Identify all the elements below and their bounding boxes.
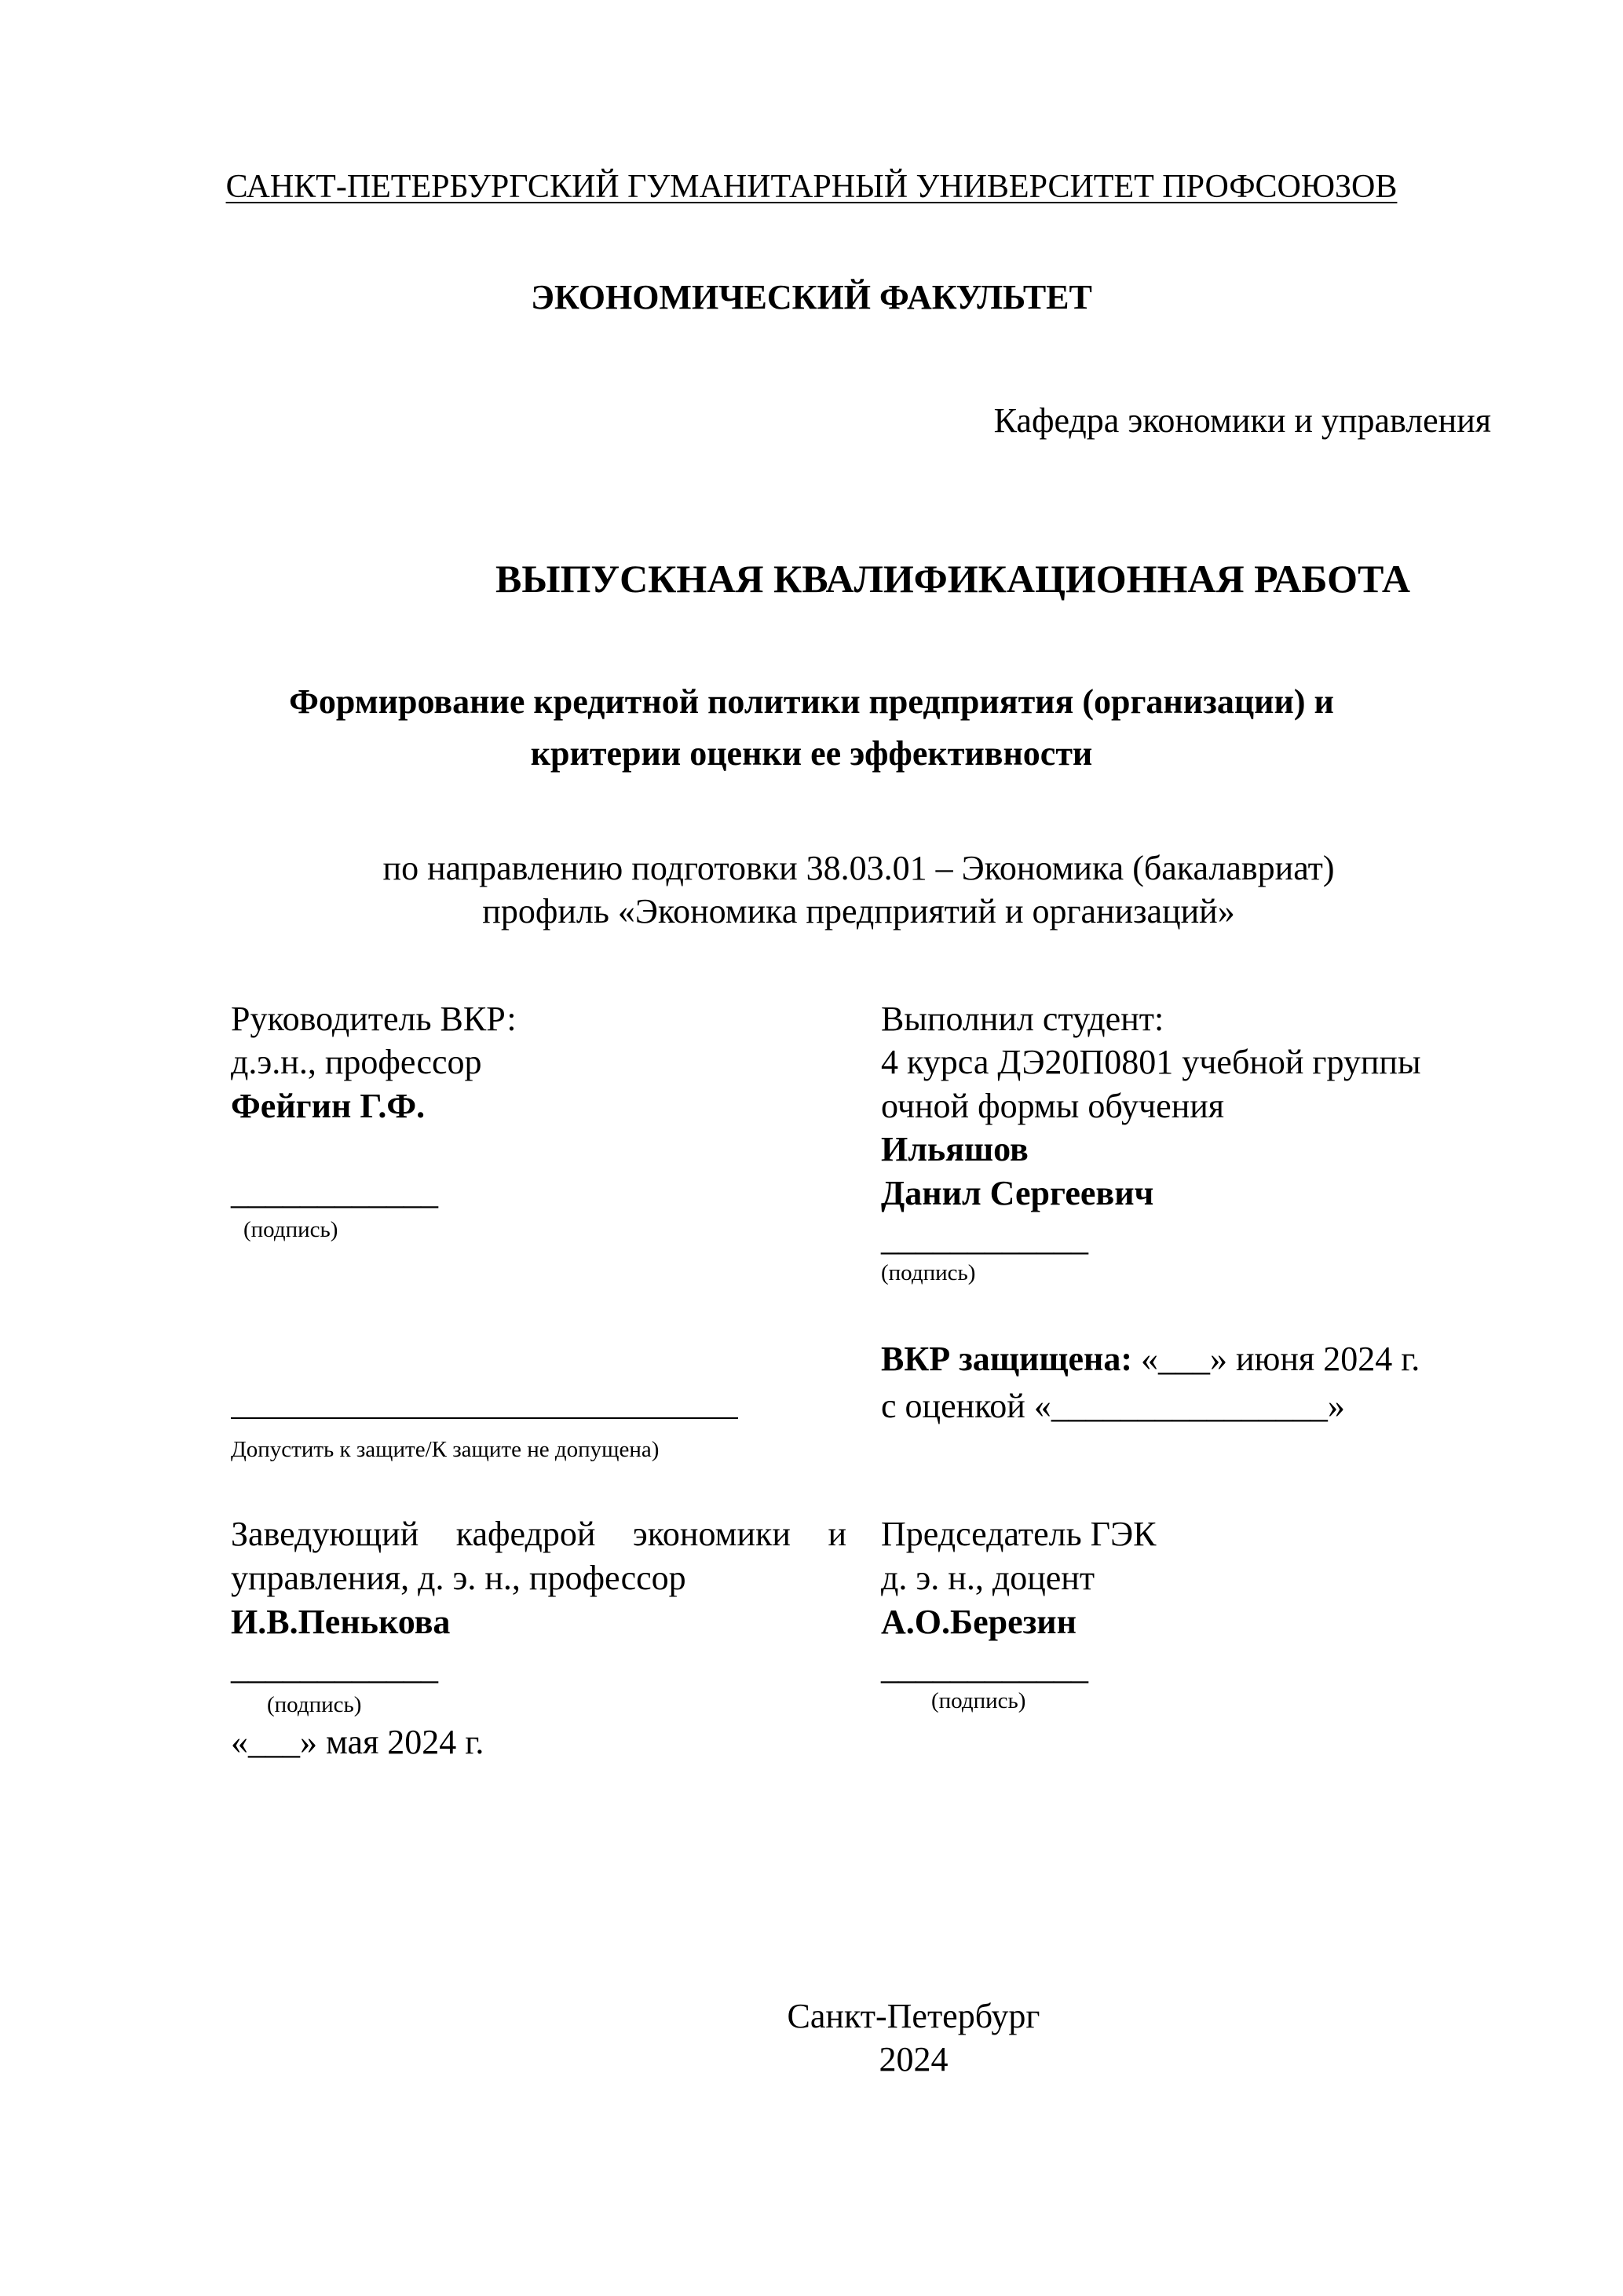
work-type-title: ВЫПУСКНАЯ КВАЛИФИКАЦИОННАЯ РАБОТА	[495, 557, 1410, 601]
admission-signature-line	[231, 1417, 738, 1419]
defense-status	[881, 1339, 1420, 1380]
chair-signature-caption: (подпись)	[931, 1688, 1026, 1713]
defense-date: «___» июня 2024 г.	[1132, 1340, 1420, 1378]
defense-grade: с оценкой «________________»	[881, 1387, 1345, 1425]
admission-caption: Допустить к защите/К защите не допущена)	[231, 1437, 660, 1462]
university-name: САНКТ-ПЕТЕРБУРГСКИЙ ГУМАНИТАРНЫЙ УНИВЕРСИТЕТ ПРОФСОЮЗОВ	[225, 169, 1398, 205]
topic-line-1: Формирование кредитной политики предприятия (организации) и	[289, 682, 1334, 721]
topic-line-2: критерии оценки ее эффективности	[530, 734, 1093, 773]
supervisor-signature-line: ____________	[231, 1173, 438, 1212]
chair-degree: д. э. н., доцент	[881, 1559, 1095, 1597]
profile-line: профиль «Экономика предприятий и организаций»	[482, 892, 1235, 930]
faculty-name: ЭКОНОМИЧЕСКИЙ ФАКУЛЬТЕТ	[531, 278, 1092, 316]
head-signature-line: ____________	[231, 1648, 438, 1687]
supervisor-label: Руководитель ВКР:	[231, 1000, 517, 1038]
department-name: Кафедра экономики и управления	[993, 401, 1491, 440]
student-course: 4 курса ДЭ20П0801 учебной группы	[881, 1043, 1421, 1081]
head-signature-caption: (подпись)	[267, 1692, 362, 1717]
supervisor-name: Фейгин Г.Ф.	[231, 1087, 426, 1125]
student-surname: Ильяшов	[881, 1130, 1029, 1168]
head-position-line-2: управления, д. э. н., профессор	[231, 1559, 686, 1597]
supervisor-degree: д.э.н., профессор	[231, 1043, 482, 1081]
student-signature-caption: (подпись)	[881, 1260, 976, 1285]
student-study-form: очной формы обучения	[881, 1087, 1225, 1125]
chair-signature-line: ____________	[881, 1648, 1088, 1687]
head-name: И.В.Пенькова	[231, 1603, 451, 1641]
student-signature-line: ____________	[881, 1219, 1088, 1258]
footer-year: 2024	[879, 2040, 949, 2078]
head-position-line-1: Заведующий кафедрой экономики и	[231, 1515, 846, 1553]
defense-label: ВКР защищена:	[881, 1340, 1132, 1378]
direction-line: по направлению подготовки 38.03.01 – Экономика (бакалавриат)	[382, 849, 1335, 887]
footer-city: Санкт-Петербург	[787, 1997, 1040, 2035]
student-name: Данил Сергеевич	[881, 1174, 1154, 1212]
student-label: Выполнил студент:	[881, 1000, 1164, 1038]
head-approval-date: «___» мая 2024 г.	[231, 1723, 484, 1761]
chair-name: А.О.Березин	[881, 1603, 1077, 1641]
chair-label: Председатель ГЭК	[881, 1515, 1157, 1553]
supervisor-signature-caption: (подпись)	[243, 1217, 338, 1242]
